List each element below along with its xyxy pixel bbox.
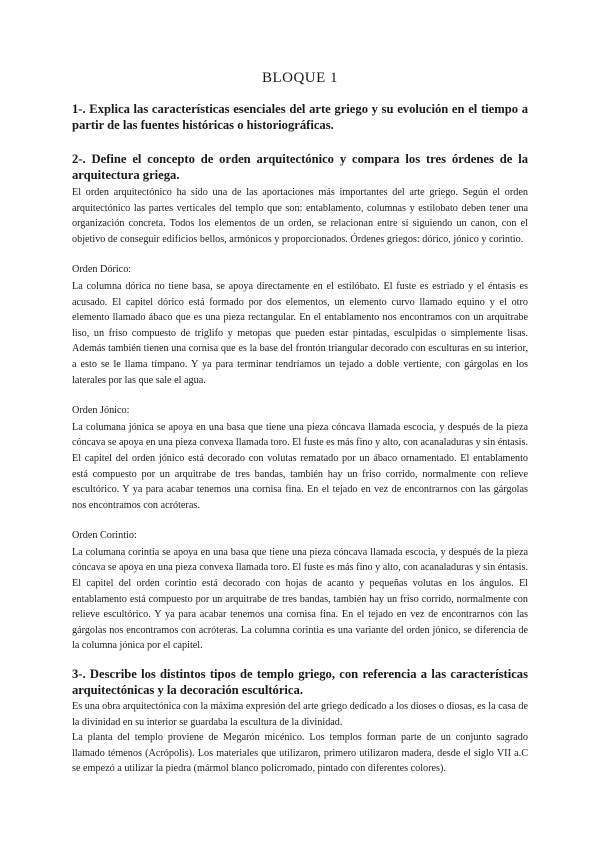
question-3: 3-. Describe los distintos tipos de templo griego, con referencia a las características arquitectónicas y la decoración escultórica. (72, 667, 528, 698)
corinthian-order-paragraph: La columana corintia se apoya en una basa que tiene una pieza cóncava llamada escocia, y después de la pieza cóncava se apoya en una pieza convexa llamada toro. El fuste es más fino y alto, con acanaladuras y sin éntasis. El capitel del orden corintio está decorado con hojas de acanto y pequeñas volutas en los ángulos. El entablamento está compuesto por un arquitrabe de tres bandas, también hay un friso corrido, normalmente con relieve escultórico. Y ya para acabar tenemos una cornisa fina. En el tejado en vez de encontrarnos con las gárgolas nos encontramos con acróteras. La columna corintia es una variante del orden jónico, se diferencia de la columna jónica por el capitel. (72, 546, 528, 652)
page-title: BLOQUE 1 (261, 70, 339, 86)
question-3-paragraph-2: La planta del templo proviene de Megarón micénico. Los templos forman parte de un conjunto sagrado llamado témenos (Acrópolis). Los materiales que utilizaron, primero utilizaron madera, desde el siglo VII a.C se empezó a utilizar la piedra (mármol blanco policromado, pintado con diferentes colores). (72, 732, 528, 775)
doric-order-heading: Orden Dórico: (72, 264, 132, 276)
doric-order-paragraph: La columna dórica no tiene basa, se apoya directamente en el estilóbato. El fuste es estriado y el éntasis es acusado. El capitel dórico está formado por dos elementos, un elemento curvo llamado equino y el otro elemento llamado ábaco que es una pieza rectangular. En el entablamento nos encontramos con un arquitrabe liso, un friso compuesto de triglifo y metopas que pueden estar pintadas, esculpidas o simplemente lisas. Además también tienen una cornisa que es la base del frontón triangular decorado con esculturas en su interior, a esto se le llama tímpano. Y ya para terminar tendríamos un tejado a doble vertiente, con gárgolas en los laterales por las que sale el agua. (72, 280, 528, 386)
question-3-paragraph-1: Es una obra arquitectónica con la máxima expresión del arte griego dedicado a los dioses o diosas, es la casa de la divinidad en su interior se guardaba la escultura de la divinidad. (72, 701, 528, 728)
ionic-order-heading: Orden Jónico: (72, 405, 130, 417)
question-2-paragraph: El orden arquitectónico ha sido una de las aportaciones más importantes del arte griego. Según el orden arquitectónico las partes verticales del templo que son: entablamento, columnas y estilobato deben tener una organización concreta. Todos los elementos de un orden, se relacionan entre sí siguiendo un canon, con el objetivo de conseguir edificios bellos, armónicos y proporcionados. Órdenes griegos: dórico, jónico y corintio. (72, 187, 528, 245)
question-2: 2-. Define el concepto de orden arquitectónico y compara los tres órdenes de la arquitectura griega. (72, 152, 528, 182)
corinthian-order-heading: Orden Corintio: (72, 530, 137, 542)
document-page (72, 70, 528, 777)
ionic-order-paragraph: La columana jónica se apoya en una basa que tiene una pieza cóncava llamada escocia, y después de la pieza cóncava se apoya en una pieza convexa llamada toro. El fuste es más fino y alto, con acanaladuras y sin éntasis. El capitel del orden jónico está decorado con volutas rematado por un ábaco ornamentado. El entablamento está compuesto por un arquitrabe de tres bandas, también hay un friso corrido, normalmente con relieve escultórico. Y ya para acabar tenemos una cornisa fina. En el tejado en vez de encontrarnos con las gárgolas nos encontramos con acróteras. (72, 421, 528, 511)
question-1: 1-. Explica las características esenciales del arte griego y su evolución en el tiempo a partir de las fuentes históricas o historiográficas. (72, 102, 528, 132)
